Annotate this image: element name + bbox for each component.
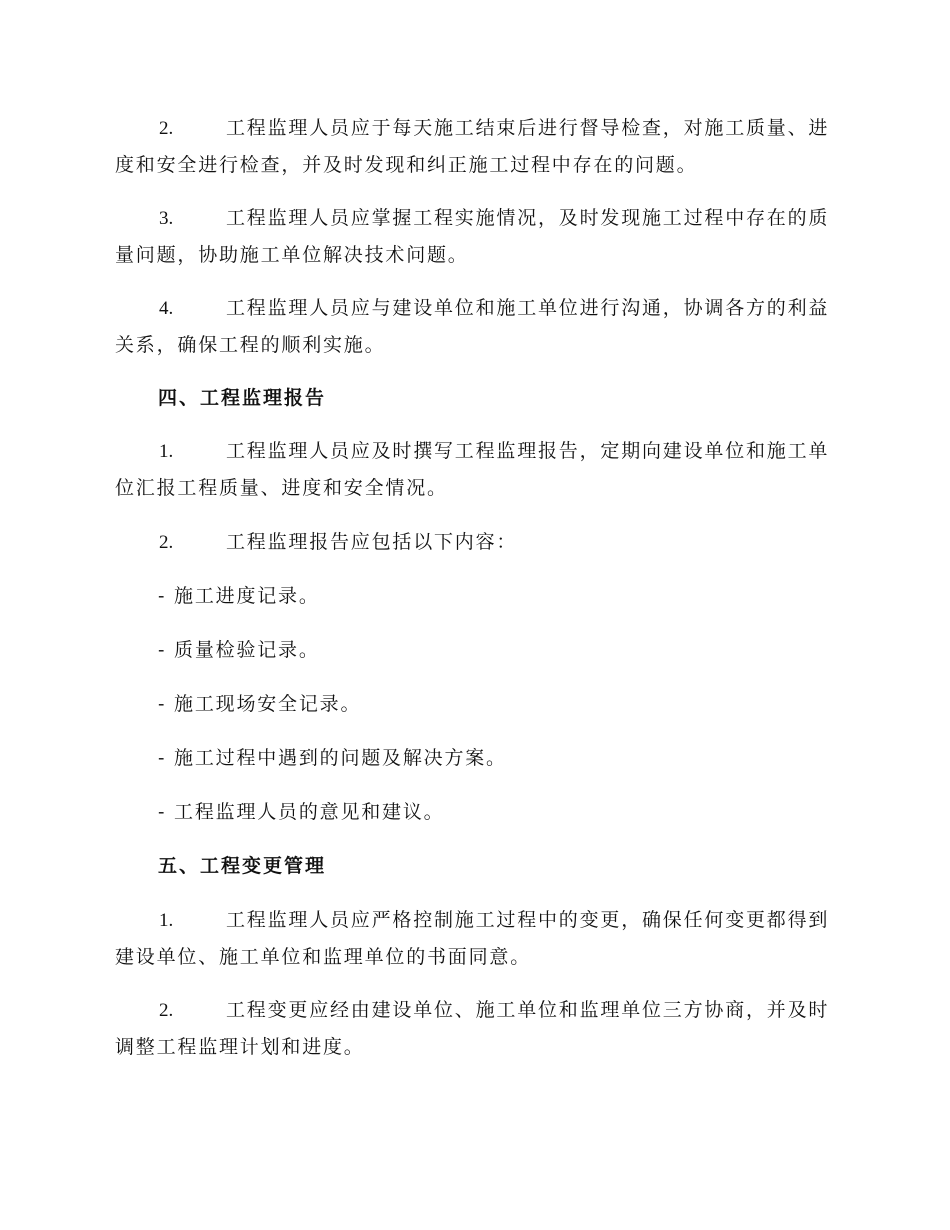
list-item — [115, 992, 835, 1066]
bullet-item: - 工程监理人员的意见和建议。 — [158, 801, 445, 823]
bullet-item: - 质量检验记录。 — [158, 639, 320, 661]
item-text: 工程监理人员应掌握工程实施情况，及时发现施工过程中存在的质量问题，协助施工单位解决技术问题。 — [115, 207, 830, 266]
bullet-item: - 施工进度记录。 — [158, 585, 320, 607]
list-item — [115, 902, 835, 976]
item-text: 工程监理人员应于每天施工结束后进行督导检查，对施工质量、进度和安全进行检查，并及时发现和纠正施工过程中存在的问题。 — [115, 117, 830, 176]
item-number: 2. — [159, 118, 174, 139]
item-text: 工程监理人员应及时撰写工程监理报告，定期向建设单位和施工单位汇报工程质量、进度和安全情况。 — [115, 440, 830, 499]
item-number: 2. — [159, 532, 174, 553]
bullet-item: - 施工现场安全记录。 — [158, 693, 362, 715]
item-text: 工程变更应经由建设单位、施工单位和监理单位三方协商，并及时调整工程监理计划和进度。 — [115, 999, 830, 1058]
item-number: 1. — [159, 441, 174, 462]
section-heading: 四、工程监理报告 — [158, 387, 327, 409]
section-heading: 五、工程变更管理 — [158, 855, 327, 877]
item-text: 工程监理人员应严格控制施工过程中的变更，确保任何变更都得到建设单位、施工单位和监理单位的书面同意。 — [115, 909, 830, 968]
list-item — [115, 524, 835, 561]
item-number: 4. — [159, 298, 174, 319]
item-number: 1. — [159, 910, 174, 931]
item-text: 工程监理报告应包括以下内容： — [226, 531, 518, 553]
list-item — [115, 110, 835, 184]
item-number: 3. — [159, 208, 174, 229]
list-item — [115, 200, 835, 274]
list-item — [115, 433, 835, 507]
item-text: 工程监理人员应与建设单位和施工单位进行沟通，协调各方的利益关系，确保工程的顺利实施。 — [115, 297, 830, 356]
list-item — [115, 290, 835, 364]
bullet-item: - 施工过程中遇到的问题及解决方案。 — [158, 747, 507, 769]
item-number: 2. — [159, 1000, 174, 1021]
